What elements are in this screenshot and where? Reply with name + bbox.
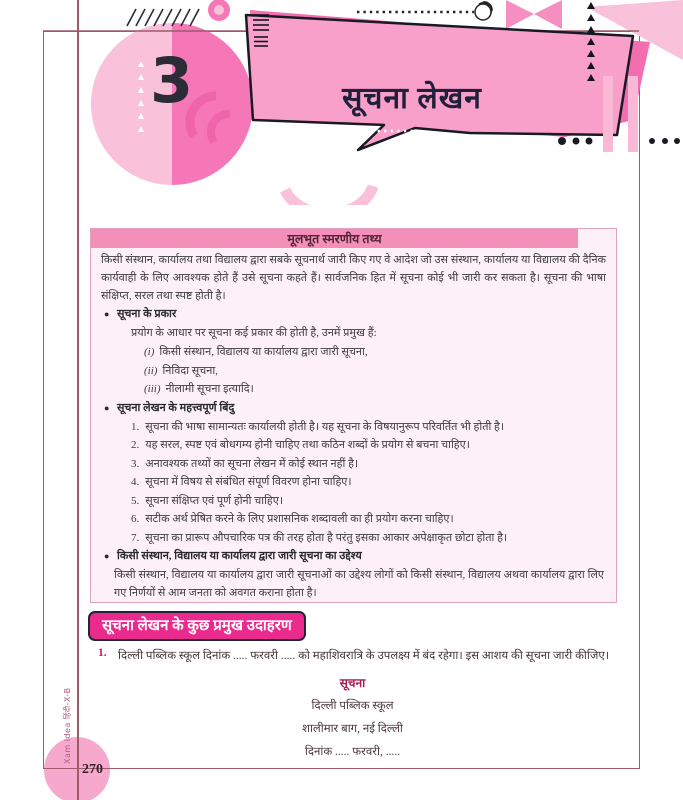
item-text: किसी संस्थान, विद्यालय या कार्यालय द्वारा जारी सूचना, [159, 346, 368, 358]
item-marker: 6. [131, 513, 140, 525]
bullet-icon: ● [104, 402, 110, 413]
points-item [131, 473, 602, 492]
black-dots-decoration [558, 137, 680, 145]
chapter-number: 3 [150, 44, 194, 117]
item-text: नीलामी सूचना इत्यादि। [165, 383, 254, 395]
examples-banner: सूचना लेखन के कुछ प्रमुख उदाहरण [88, 611, 306, 641]
notice-address-line: शालीमार बाग, नई दिल्ली [302, 723, 403, 735]
types-item [144, 343, 606, 362]
item-marker: 4. [131, 476, 140, 488]
section-points-heading-row [104, 399, 606, 418]
example-1 [90, 647, 615, 764]
notice-date-line: दिनांक ..... फरवरी, ..... [304, 746, 401, 758]
facts-intro-paragraph: किसी संस्थान, कार्यालय तथा विद्यालय द्वारा सबके सूचनार्थ जारी किए गए वे आदेश जो उस संस्थान, कार्यालय या विद्यालय की दैनिक कार्यवाही के लिए आवश्यक होते हैं उसे सूचना कहते हैं। सार्वजनिक हित में सूचना कोई भी जारी कर सकता है। सूचना की भाषा संक्षिप्त, सरल तथा स्पष्ट होती है। [101, 254, 606, 302]
item-text: यह सरल, स्पष्ट एवं बोधगम्य होनी चाहिए तथा कठिन शब्दों के प्रयोग से बचना चाहिए। [145, 439, 470, 451]
chapter-title: सूचना लेखन [342, 82, 482, 115]
section-title: सूचना के प्रकार [117, 308, 177, 320]
bow-decoration [506, 0, 562, 29]
points-item [131, 418, 602, 437]
purpose-paragraph: किसी संस्थान, विद्यालय या कार्यालय द्वारा जारी सूचनाओं का उद्देश्य लोगों को किसी संस्थान, विद्यालय अथवा कार्यालय द्वारा लिए गए निर्णयों से आम जनता को अवगत कराना होता है। [114, 569, 604, 599]
section-purpose-heading-row [104, 547, 606, 566]
facts-box-heading: मूलभूत स्मरणीय तथ्य [91, 229, 578, 248]
item-text: निविदा सूचना, [162, 364, 218, 377]
item-marker: 7. [131, 531, 140, 544]
points-item [131, 455, 602, 474]
spine-text: Xam idea हिंदी-X-B [63, 687, 72, 764]
page-number: 270 [82, 762, 103, 777]
white-dots-decoration [510, 136, 543, 144]
section-title: किसी संस्थान, विद्यालय या कार्यालय द्वारा जारी सूचना का उद्देश्य [117, 550, 362, 562]
item-marker: 5. [131, 494, 140, 507]
example-number: 1. [98, 647, 107, 659]
notice-preview [90, 672, 615, 764]
item-marker: (ii) [144, 364, 158, 377]
item-marker: 2. [131, 439, 140, 451]
section-title: सूचना लेखन के महत्त्वपूर्ण बिंदु [117, 401, 235, 414]
example-question-row [90, 647, 615, 665]
item-marker: 1. [131, 420, 140, 433]
types-item [144, 362, 606, 381]
facts-box-body [91, 248, 616, 602]
facts-box [90, 228, 617, 603]
item-text: सूचना की भाषा सामान्यतः कार्यालयी होती है। यह सूचना के विषयानुरूप परिवर्तित भी होती है। [145, 420, 505, 433]
notice-title: सूचना [339, 676, 366, 690]
item-marker: (iii) [144, 383, 161, 395]
points-item [131, 436, 602, 455]
example-question: दिल्ली पब्लिक स्कूल दिनांक ..... फरवरी ..... को महाशिवरात्रि के उपलक्ष्य में बंद रहेगा। इस आशय की सूचना जारी कीजिए। [118, 650, 610, 662]
notice-school-line: दिल्ली पब्लिक स्कूल [311, 700, 394, 712]
bullet-icon: ● [104, 309, 110, 319]
types-lead-line: प्रयोग के आधार पर सूचना कई प्रकार की होती है, उनमें प्रमुख हैं: [131, 327, 377, 339]
item-text: अनावश्यक तथ्यों का सूचना लेखन में कोई स्थान नहीं है। [145, 457, 359, 470]
bullet-icon: ● [104, 551, 110, 561]
equals-lines-decoration [253, 15, 269, 46]
item-text: सटीक अर्थ प्रेषित करने के लिए प्रशासनिक शब्दावली का ही प्रयोग करना चाहिए। [145, 513, 454, 525]
points-item [131, 510, 602, 529]
section-types-heading-row [104, 305, 606, 324]
item-text: सूचना का प्रारूप औपचारिक पत्र की तरह होता है परंतु इसका आकार अपेक्षाकृत छोटा होता है। [145, 531, 508, 544]
item-text: सूचना में विषय से संबंधित संपूर्ण विवरण होना चाहिए। [145, 476, 352, 488]
types-item [144, 380, 606, 399]
points-item [131, 492, 602, 511]
item-marker: 3. [131, 457, 140, 470]
points-item [131, 529, 602, 548]
item-text: सूचना संक्षिप्त एवं पूर्ण होनी चाहिए। [145, 494, 284, 507]
hatch-lines-decoration [127, 9, 199, 26]
doodle-circle-icon [475, 2, 492, 20]
item-marker: (i) [144, 346, 155, 358]
